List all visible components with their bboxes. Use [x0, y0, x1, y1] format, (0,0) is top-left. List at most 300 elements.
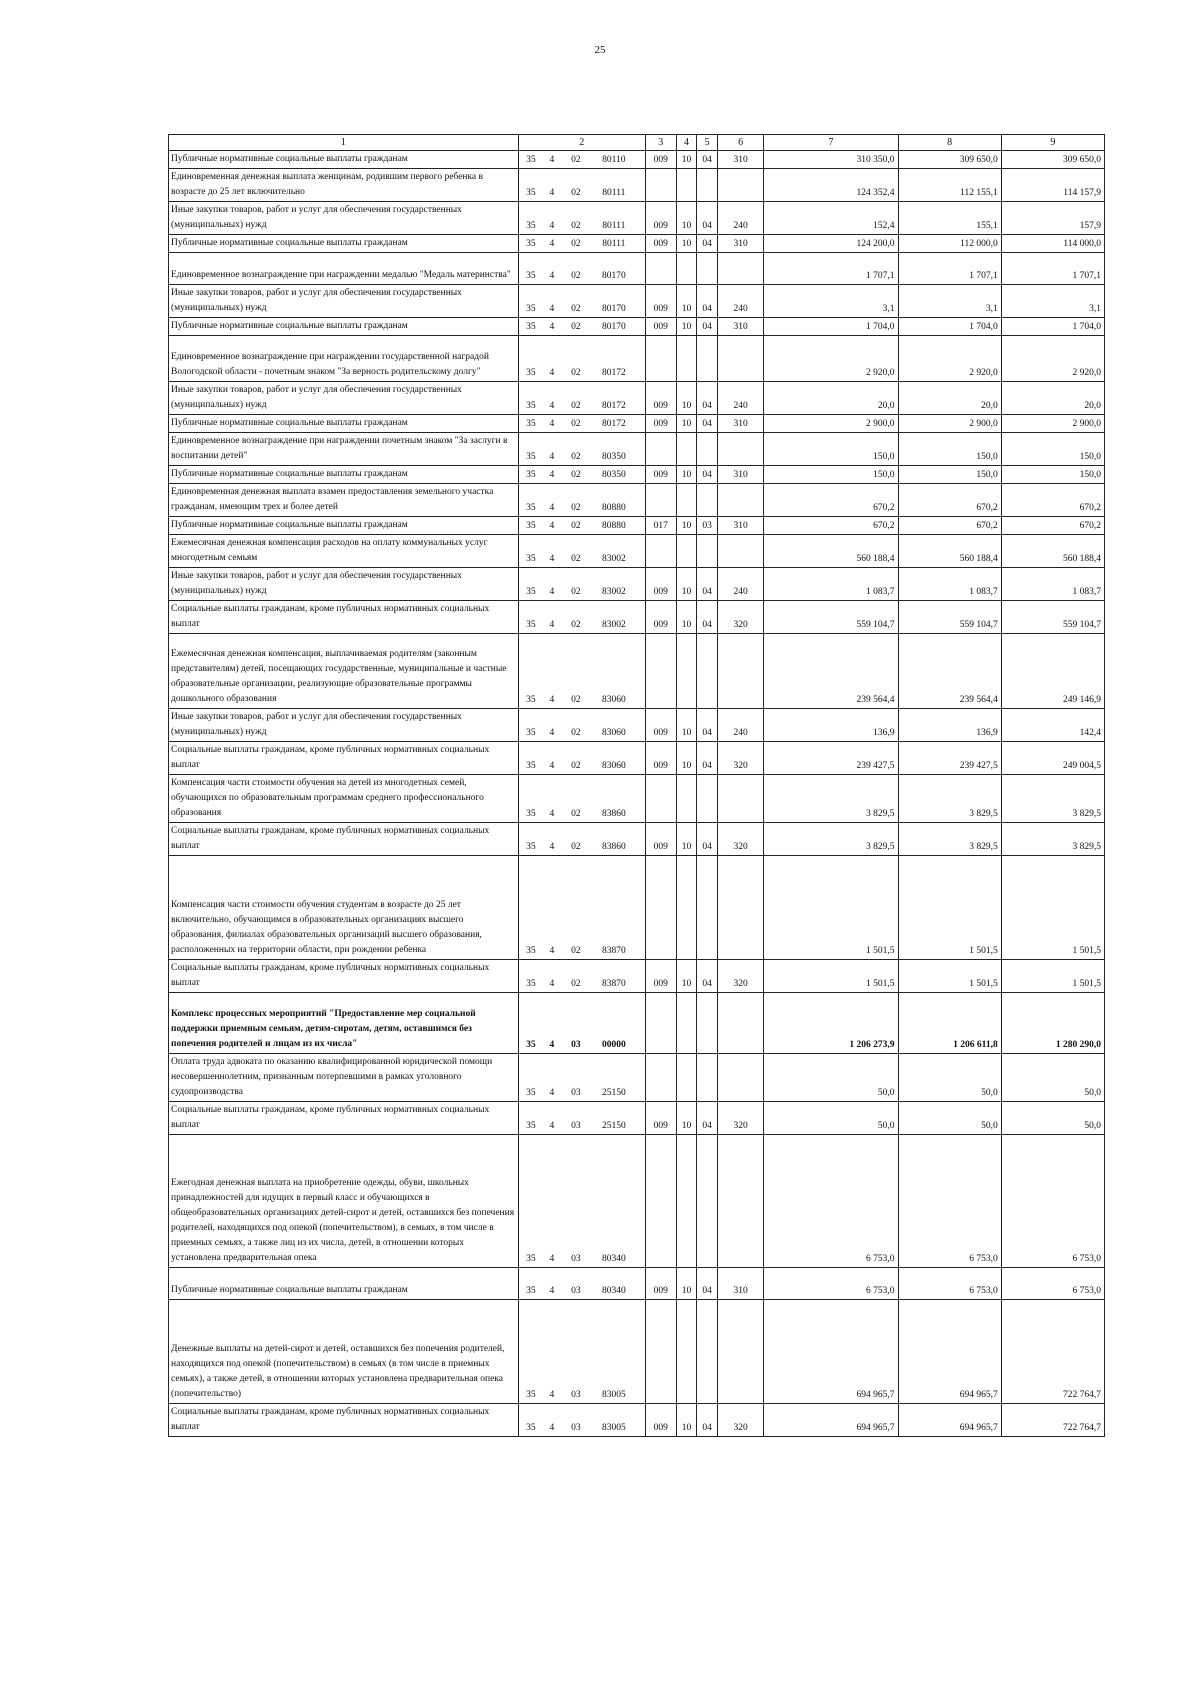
row-col5: [697, 253, 718, 285]
row-name: Иные закупки товаров, работ и услуг для обеспечения государственных (муниципальных) нужд: [169, 202, 519, 235]
code-part: 02: [571, 452, 581, 462]
row-value-col8: 50,0: [898, 1102, 1001, 1135]
code-part: 35: [526, 452, 536, 462]
row-value-col8: 1 206 611,8: [898, 993, 1001, 1054]
row-value-col8: 559 104,7: [898, 601, 1001, 634]
row-col5: 04: [697, 960, 718, 993]
row-name: Единовременное вознаграждение при награждении государственной наградой Вологодской области - почетным знаком "За верность родительскому долгу": [169, 336, 519, 382]
row-name: Публичные нормативные социальные выплаты гражданам: [169, 415, 519, 433]
row-col3: 009: [645, 466, 676, 484]
row-value-col7: 239 564,4: [764, 634, 898, 709]
code-part: 03: [571, 1040, 581, 1050]
row-code: [518, 1268, 645, 1300]
row-col4: 10: [676, 568, 697, 601]
row-name: Социальные выплаты гражданам, кроме публичных нормативных социальных выплат: [169, 1102, 519, 1135]
code-part: 4: [549, 1040, 555, 1050]
row-value-col8: 2 900,0: [898, 415, 1001, 433]
row-value-col9: 1 704,0: [1001, 318, 1104, 336]
code-part: 02: [571, 155, 581, 165]
row-col4: [676, 775, 697, 823]
header-cell: 1: [169, 135, 519, 151]
row-value-col9: 559 104,7: [1001, 601, 1104, 634]
code-part: 4: [549, 1254, 555, 1264]
row-col6: 320: [717, 960, 763, 993]
code-part: 03: [571, 1390, 581, 1400]
code-part: 02: [571, 842, 581, 852]
code-part: 80350: [601, 452, 626, 462]
code-part: 02: [571, 554, 581, 564]
row-value-col8: 6 753,0: [898, 1268, 1001, 1300]
row-col3: 009: [645, 960, 676, 993]
code-part: 02: [571, 188, 581, 198]
code-part: 80111: [602, 188, 626, 198]
code-part: 83060: [601, 761, 626, 771]
row-value-col7: 1 083,7: [764, 568, 898, 601]
row-col3: [645, 535, 676, 568]
code-part: 4: [549, 368, 555, 378]
row-col3: [645, 484, 676, 517]
code-part: 4: [549, 979, 555, 989]
row-code: [518, 823, 645, 856]
row-value-col7: 1 707,1: [764, 253, 898, 285]
row-name: Публичные нормативные социальные выплаты гражданам: [169, 466, 519, 484]
row-col3: 009: [645, 1268, 676, 1300]
code-part: 03: [571, 1423, 581, 1433]
code-part: 4: [549, 809, 555, 819]
table-row: [169, 466, 1105, 484]
row-value-col9: 249 004,5: [1001, 742, 1104, 775]
code-part: 35: [526, 1040, 536, 1050]
code-part: 02: [571, 271, 581, 281]
row-value-col9: 3 829,5: [1001, 823, 1104, 856]
row-code: [518, 775, 645, 823]
row-col4: 10: [676, 960, 697, 993]
row-name: Публичные нормативные социальные выплаты гражданам: [169, 235, 519, 253]
row-col3: [645, 253, 676, 285]
row-code: [518, 535, 645, 568]
row-col6: 240: [717, 382, 763, 415]
row-code: [518, 1102, 645, 1135]
row-value-col8: 1 707,1: [898, 253, 1001, 285]
row-value-col7: 136,9: [764, 709, 898, 742]
row-col3: 009: [645, 318, 676, 336]
row-col3: [645, 634, 676, 709]
header-cell: 3: [645, 135, 676, 151]
row-code: [518, 285, 645, 318]
row-col4: 10: [676, 709, 697, 742]
row-col4: 10: [676, 235, 697, 253]
row-col5: [697, 1054, 718, 1102]
row-value-col8: 112 155,1: [898, 169, 1001, 202]
code-part: 83860: [601, 809, 626, 819]
code-part: 02: [571, 470, 581, 480]
row-col5: 04: [697, 823, 718, 856]
row-value-col7: 670,2: [764, 484, 898, 517]
row-value-col8: 136,9: [898, 709, 1001, 742]
row-col6: 240: [717, 709, 763, 742]
row-name: Единовременное вознаграждение при награждении медалью "Медаль материнства": [169, 253, 519, 285]
row-col4: 10: [676, 466, 697, 484]
table-row: [169, 1300, 1105, 1404]
row-col5: [697, 433, 718, 466]
row-col4: [676, 535, 697, 568]
row-name: Денежные выплаты на детей-сирот и детей, оставшихся без попечения родителей, находящихся под опекой (попечительством) в семьях (в том числе в приемных семьях), а также детей, в отношении которых установлена предварительная опека (попечительство): [169, 1300, 519, 1404]
code-part: 02: [571, 239, 581, 249]
row-col5: [697, 535, 718, 568]
row-value-col7: 50,0: [764, 1054, 898, 1102]
row-col3: [645, 336, 676, 382]
row-col5: [697, 634, 718, 709]
row-code: [518, 742, 645, 775]
code-part: 4: [549, 1088, 555, 1098]
code-part: 83870: [601, 979, 626, 989]
row-value-col7: 3 829,5: [764, 775, 898, 823]
row-col4: 10: [676, 823, 697, 856]
row-code: [518, 1300, 645, 1404]
code-part: 35: [526, 221, 536, 231]
row-code: [518, 709, 645, 742]
row-code: [518, 415, 645, 433]
row-col5: [697, 336, 718, 382]
code-part: 02: [571, 368, 581, 378]
row-value-col7: 124 352,4: [764, 169, 898, 202]
code-part: 35: [526, 809, 536, 819]
row-code: [518, 466, 645, 484]
code-part: 35: [526, 470, 536, 480]
row-col6: 320: [717, 601, 763, 634]
row-value-col7: 1 501,5: [764, 856, 898, 960]
row-col6: 310: [717, 1268, 763, 1300]
row-value-col7: 310 350,0: [764, 151, 898, 169]
row-name: Социальные выплаты гражданам, кроме публичных нормативных социальных выплат: [169, 960, 519, 993]
code-part: 4: [549, 155, 555, 165]
row-col5: 04: [697, 742, 718, 775]
row-value-col9: 1 707,1: [1001, 253, 1104, 285]
row-name: Публичные нормативные социальные выплаты гражданам: [169, 1268, 519, 1300]
row-name: Социальные выплаты гражданам, кроме публичных нормативных социальных выплат: [169, 823, 519, 856]
row-name: Ежемесячная денежная компенсация расходов на оплату коммунальных услуг многодетным семьям: [169, 535, 519, 568]
row-value-col7: 559 104,7: [764, 601, 898, 634]
row-col4: [676, 253, 697, 285]
row-value-col9: 249 146,9: [1001, 634, 1104, 709]
row-col3: 009: [645, 1102, 676, 1135]
table-row: [169, 517, 1105, 535]
code-part: 4: [549, 587, 555, 597]
code-part: 35: [526, 155, 536, 165]
code-part: 4: [549, 1390, 555, 1400]
row-col6: 240: [717, 568, 763, 601]
row-col6: 310: [717, 235, 763, 253]
code-part: 4: [549, 239, 555, 249]
row-value-col9: 20,0: [1001, 382, 1104, 415]
table-row: [169, 535, 1105, 568]
code-part: 35: [526, 1286, 536, 1296]
page-number: 25: [594, 44, 606, 56]
row-value-col7: 3 829,5: [764, 823, 898, 856]
row-value-col8: 1 501,5: [898, 856, 1001, 960]
code-part: 02: [571, 304, 581, 314]
code-part: 02: [571, 620, 581, 630]
code-part: 4: [549, 946, 555, 956]
row-col4: [676, 1135, 697, 1268]
row-value-col8: 694 965,7: [898, 1300, 1001, 1404]
row-value-col8: 155,1: [898, 202, 1001, 235]
row-col3: 009: [645, 285, 676, 318]
row-value-col8: 694 965,7: [898, 1404, 1001, 1437]
row-col4: [676, 1300, 697, 1404]
row-code: [518, 169, 645, 202]
row-col4: 10: [676, 1268, 697, 1300]
code-part: 00000: [601, 1040, 626, 1050]
code-part: 4: [549, 452, 555, 462]
code-part: 02: [571, 401, 581, 411]
row-name: Иные закупки товаров, работ и услуг для обеспечения государственных (муниципальных) нужд: [169, 568, 519, 601]
row-name: Иные закупки товаров, работ и услуг для обеспечения государственных (муниципальных) нужд: [169, 285, 519, 318]
row-col3: 017: [645, 517, 676, 535]
row-col3: [645, 1054, 676, 1102]
row-value-col9: 1 280 290,0: [1001, 993, 1104, 1054]
row-col6: [717, 634, 763, 709]
code-part: 35: [526, 1121, 536, 1131]
row-value-col8: 3 829,5: [898, 823, 1001, 856]
row-name: Публичные нормативные социальные выплаты гражданам: [169, 151, 519, 169]
code-part: 35: [526, 620, 536, 630]
code-part: 35: [526, 1423, 536, 1433]
code-part: 03: [571, 1254, 581, 1264]
code-part: 02: [571, 728, 581, 738]
row-value-col9: 560 188,4: [1001, 535, 1104, 568]
header-row: [169, 135, 1105, 151]
table-row: [169, 568, 1105, 601]
row-value-col9: 50,0: [1001, 1102, 1104, 1135]
code-part: 80111: [602, 239, 626, 249]
row-value-col8: 50,0: [898, 1054, 1001, 1102]
header-cell: 9: [1001, 135, 1104, 151]
row-value-col9: 722 764,7: [1001, 1404, 1104, 1437]
table-row: [169, 1054, 1105, 1102]
table-row: [169, 634, 1105, 709]
row-col6: [717, 1054, 763, 1102]
code-part: 35: [526, 304, 536, 314]
row-col4: [676, 336, 697, 382]
code-part: 80880: [601, 521, 626, 531]
code-part: 83002: [601, 554, 626, 564]
row-value-col7: 2 900,0: [764, 415, 898, 433]
table-row: [169, 823, 1105, 856]
row-col6: [717, 253, 763, 285]
row-col3: [645, 169, 676, 202]
row-value-col8: 1 501,5: [898, 960, 1001, 993]
code-part: 02: [571, 587, 581, 597]
row-name: Компенсация части стоимости обучения студентам в возрасте до 25 лет включительно, обучающимся в образовательных организациях высшего образования, филиалах образовательных организаций высшего образования, расположенных на территории области, при рождении ребенка: [169, 856, 519, 960]
row-value-col9: 2 900,0: [1001, 415, 1104, 433]
row-col3: [645, 993, 676, 1054]
row-col6: 310: [717, 318, 763, 336]
code-part: 02: [571, 761, 581, 771]
row-col4: [676, 993, 697, 1054]
row-col5: [697, 1135, 718, 1268]
row-code: [518, 1404, 645, 1437]
code-part: 83860: [601, 842, 626, 852]
code-part: 83060: [601, 728, 626, 738]
code-part: 35: [526, 979, 536, 989]
row-col4: 10: [676, 382, 697, 415]
row-col5: 04: [697, 466, 718, 484]
row-code: [518, 151, 645, 169]
header-cell: 4: [676, 135, 697, 151]
code-part: 25150: [601, 1088, 626, 1098]
row-col4: [676, 634, 697, 709]
row-col6: 310: [717, 466, 763, 484]
row-col6: 310: [717, 517, 763, 535]
row-col5: 04: [697, 285, 718, 318]
code-part: 35: [526, 761, 536, 771]
row-col4: [676, 856, 697, 960]
row-col3: 009: [645, 709, 676, 742]
row-code: [518, 336, 645, 382]
row-value-col7: 1 501,5: [764, 960, 898, 993]
code-part: 80170: [601, 322, 626, 332]
row-col3: 009: [645, 202, 676, 235]
row-name: Компенсация части стоимости обучения на детей из многодетных семей, обучающихся по образовательным программам среднего профессионального образования: [169, 775, 519, 823]
row-col4: [676, 484, 697, 517]
code-part: 02: [571, 503, 581, 513]
row-col3: [645, 1300, 676, 1404]
code-part: 80340: [601, 1286, 626, 1296]
code-part: 4: [549, 271, 555, 281]
row-value-col7: 694 965,7: [764, 1404, 898, 1437]
code-part: 4: [549, 401, 555, 411]
code-part: 4: [549, 842, 555, 852]
row-code: [518, 601, 645, 634]
code-part: 80172: [601, 401, 626, 411]
row-col5: 04: [697, 1268, 718, 1300]
row-col5: [697, 484, 718, 517]
row-value-col7: 6 753,0: [764, 1268, 898, 1300]
row-col4: [676, 169, 697, 202]
code-part: 83870: [601, 946, 626, 956]
table-row: [169, 235, 1105, 253]
row-col5: [697, 1300, 718, 1404]
row-code: [518, 568, 645, 601]
code-part: 4: [549, 419, 555, 429]
row-value-col8: 112 000,0: [898, 235, 1001, 253]
row-col3: [645, 775, 676, 823]
row-col3: 009: [645, 823, 676, 856]
table-row: [169, 960, 1105, 993]
row-col6: [717, 856, 763, 960]
code-part: 35: [526, 842, 536, 852]
row-name: Иные закупки товаров, работ и услуг для обеспечения государственных (муниципальных) нужд: [169, 382, 519, 415]
row-col4: 10: [676, 415, 697, 433]
row-col6: [717, 169, 763, 202]
row-col4: 10: [676, 318, 697, 336]
code-part: 03: [571, 1286, 581, 1296]
row-name: Публичные нормативные социальные выплаты гражданам: [169, 517, 519, 535]
row-value-col7: 150,0: [764, 433, 898, 466]
table-row: [169, 1404, 1105, 1437]
code-part: 80110: [602, 155, 626, 165]
header-cell: 2: [518, 135, 645, 151]
code-part: 35: [526, 1254, 536, 1264]
row-col3: 009: [645, 151, 676, 169]
row-col6: [717, 1300, 763, 1404]
code-part: 35: [526, 419, 536, 429]
row-col4: 10: [676, 517, 697, 535]
code-part: 35: [526, 521, 536, 531]
code-part: 4: [549, 221, 555, 231]
row-value-col8: 2 920,0: [898, 336, 1001, 382]
code-part: 35: [526, 1390, 536, 1400]
row-value-col9: 142,4: [1001, 709, 1104, 742]
code-part: 35: [526, 695, 536, 705]
row-value-col7: 1 704,0: [764, 318, 898, 336]
row-col4: 10: [676, 742, 697, 775]
row-col6: [717, 484, 763, 517]
row-value-col8: 670,2: [898, 484, 1001, 517]
code-part: 25150: [601, 1121, 626, 1131]
table-row: [169, 993, 1105, 1054]
code-part: 4: [549, 503, 555, 513]
table-row: [169, 151, 1105, 169]
row-value-col7: 150,0: [764, 466, 898, 484]
code-part: 80340: [601, 1254, 626, 1264]
code-part: 35: [526, 946, 536, 956]
code-part: 83060: [601, 695, 626, 705]
row-col5: 04: [697, 601, 718, 634]
row-col4: 10: [676, 1404, 697, 1437]
table-row: [169, 484, 1105, 517]
code-part: 35: [526, 728, 536, 738]
code-part: 02: [571, 946, 581, 956]
row-value-col9: 722 764,7: [1001, 1300, 1104, 1404]
table-row: [169, 253, 1105, 285]
code-part: 4: [549, 188, 555, 198]
table-row: [169, 775, 1105, 823]
table-row: [169, 601, 1105, 634]
row-col3: 009: [645, 235, 676, 253]
row-value-col7: 239 427,5: [764, 742, 898, 775]
code-part: 02: [571, 419, 581, 429]
code-part: 4: [549, 470, 555, 480]
row-value-col9: 114 000,0: [1001, 235, 1104, 253]
row-col4: 10: [676, 601, 697, 634]
row-col6: 320: [717, 1102, 763, 1135]
table-row: [169, 285, 1105, 318]
row-col6: [717, 433, 763, 466]
row-col5: 04: [697, 151, 718, 169]
code-part: 02: [571, 221, 581, 231]
row-value-col9: 670,2: [1001, 484, 1104, 517]
code-part: 83002: [601, 620, 626, 630]
code-part: 35: [526, 368, 536, 378]
table-row: [169, 433, 1105, 466]
row-code: [518, 484, 645, 517]
row-value-col7: 670,2: [764, 517, 898, 535]
row-col6: 320: [717, 1404, 763, 1437]
row-col5: 04: [697, 568, 718, 601]
code-part: 80880: [601, 503, 626, 513]
row-name: Единовременное вознаграждение при награждении почетным знаком "За заслуги в воспитании детей": [169, 433, 519, 466]
row-col6: 320: [717, 742, 763, 775]
budget-table: [168, 134, 1105, 1437]
table-body: [169, 151, 1105, 1437]
header-cell: 6: [717, 135, 763, 151]
row-col4: [676, 1054, 697, 1102]
code-part: 02: [571, 322, 581, 332]
row-name: Иные закупки товаров, работ и услуг для обеспечения государственных (муниципальных) нужд: [169, 709, 519, 742]
row-col5: 04: [697, 318, 718, 336]
